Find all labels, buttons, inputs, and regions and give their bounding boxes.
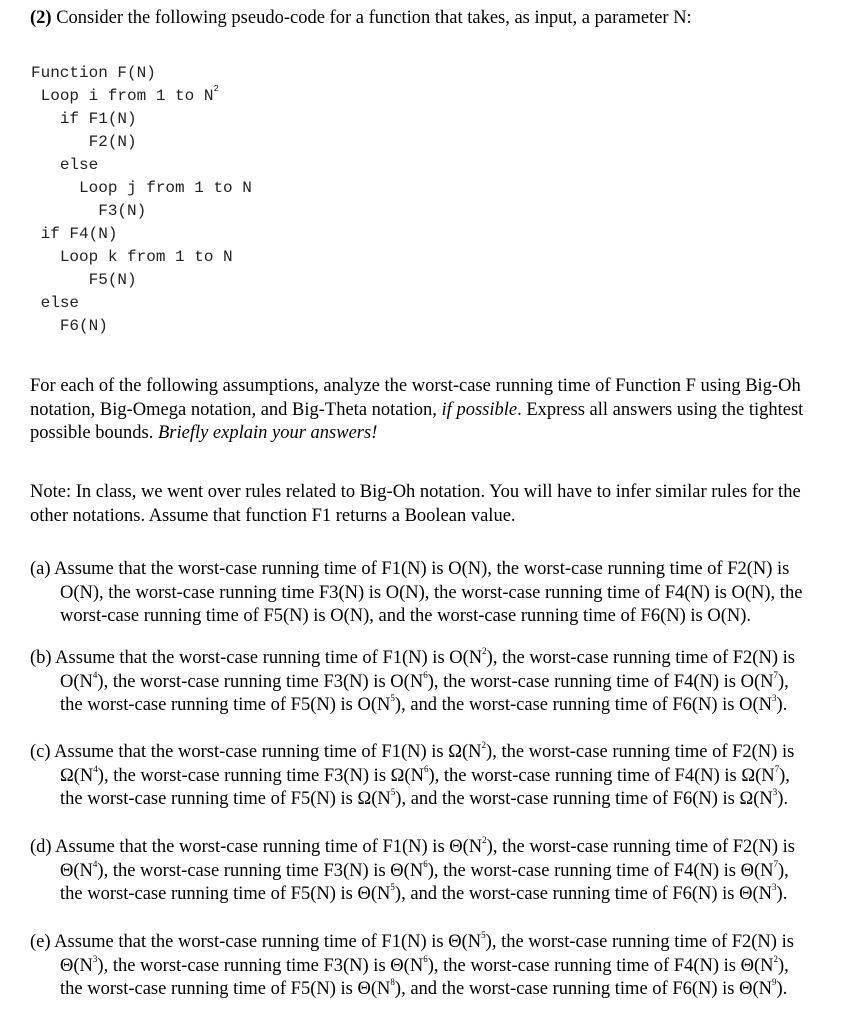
text-line [30,694,852,718]
text-run: Assume that the worst-case running time of F1(N) is [51,837,450,857]
text-run: (N [371,789,391,809]
text-run: (N [73,955,93,976]
code-line [31,154,252,177]
text-run: O [739,695,753,715]
text-run: Ω [448,742,462,762]
text-run: notation, Big-Omega notation, and Big-Theta notation, [30,399,442,420]
text-run: ) [778,955,785,976]
text-run: Loop j from 1 to N [79,179,252,197]
question-part-e [30,931,852,1002]
text-run: , [784,860,789,881]
text-run: Ω [741,765,756,786]
text-run: Assume that the worst-case running time of F1(N) is [51,648,450,668]
text-line [30,955,852,979]
text-run [31,156,60,174]
part-label: (d) [30,837,52,857]
text-line [30,375,852,399]
text-run: ) [486,648,493,668]
text-run [31,271,89,289]
text-run: Loop k from 1 to N [59,248,233,266]
text-run [31,294,41,312]
text-run: Θ [740,955,754,976]
text-run: ) [427,955,434,976]
text-run: (N [462,648,483,668]
text-line [30,860,852,884]
exponent: 8 [390,977,395,987]
text-run: For each of the following assumptions, analyze the worst-case running time of Function F using Big-Oh [30,376,801,396]
text-run: ) [97,955,104,976]
text-run: (N [753,789,773,809]
text-run [31,248,60,266]
code-line [31,246,252,269]
text-run: ) [776,884,783,904]
text-run: Loop i from 1 to N [40,87,214,105]
text-run: ) [777,789,784,809]
text-run: , the worst-case running time of F2(N) is [492,648,795,668]
exponent: 2 [773,953,778,964]
text-run: Θ [60,860,74,881]
text-run: ) [395,789,402,809]
text-run: . [782,884,788,904]
text-run: the worst-case running time of F5(N) is [60,695,358,715]
question-part-c [30,741,852,812]
text-run: . [783,789,789,809]
text-run: Θ [390,860,404,881]
exponent: 6 [423,953,428,964]
text-run: (N [753,671,774,692]
text-run: (N [73,765,94,786]
text-run: O [60,671,74,692]
text-run: else [59,156,99,174]
text-run: . Express all answers using the tightest [517,399,804,420]
text-run: . [782,979,788,999]
exponent: 6 [423,669,428,680]
exponent: 3 [772,882,777,892]
text-run: the worst-case running time of F5(N) is [60,789,358,809]
text-run: ) [97,765,104,786]
exponent: 5 [390,693,395,703]
exponent: 4 [92,858,98,869]
text-run: (N [752,884,773,904]
text-run: if F1(N) [59,110,137,128]
text-run: (N [403,955,424,976]
text-run: ) [427,860,434,881]
text-run: ) [97,860,104,881]
text-run: Θ [390,955,404,976]
text-run: . [782,695,788,715]
text-run: , [784,671,789,692]
text-run: , [785,765,790,786]
text-run: , the worst-case running time of F2(N) is [492,742,795,762]
text-run: worst-case running time of F5(N) is O(N), and the worst-case running time of F6(N) is O(N). [60,606,752,626]
text-run: Assume that the worst-case running time of F1(N) is [50,932,449,952]
text-run: O [449,648,463,668]
text-run [31,202,98,220]
exponent: 6 [423,763,429,774]
text-run: (N [753,860,774,881]
text-run: ) [428,765,435,786]
text-line [30,558,852,582]
question-part-b [30,647,852,718]
exponent: 9 [772,977,777,987]
text-run: Ω [357,789,372,809]
text-run: F2(N) [88,133,137,151]
text-run [31,225,41,243]
text-run: Note: In class, we went over rules related to Big-Oh notation. You will have to infer similar rules for the [30,482,801,502]
instructions-paragraph [30,375,852,446]
text-run: Assume that the worst-case running time of F1(N) is [50,742,449,762]
exponent: 6 [423,858,428,869]
text-run: O [740,671,754,692]
exponent: 7 [773,669,778,680]
text-run: F6(N) [59,317,108,335]
code-line [31,177,252,200]
text-run: Θ [449,837,463,857]
exponent: 7 [773,858,778,869]
text-run: Ω [739,789,754,809]
part-label: (c) [30,742,51,762]
question-heading [30,6,850,30]
text-run: (N [462,837,483,857]
pseudo-code-block [31,62,252,338]
text-run: (N [403,671,424,692]
text-run: ) [427,671,434,692]
emphasis: Briefly explain your answers! [157,423,378,443]
text-run: , the worst-case running time of F4(N) is [433,860,741,881]
text-line [30,765,852,789]
text-line [30,788,852,812]
text-line [30,978,852,1002]
text-run: (N [753,955,774,976]
text-line [30,422,852,446]
text-line [30,741,852,765]
exponent: 5 [390,882,395,892]
text-run: F3(N) [98,202,147,220]
text-run: (N [370,979,391,999]
text-run: ) [778,860,785,881]
text-run: , the worst-case running time of F4(N) is [433,955,741,976]
text-run [31,110,60,128]
text-run: O [390,671,404,692]
text-run: (N [370,695,391,715]
text-run: ) [97,671,104,692]
question-part-a [30,558,852,629]
text-run: (N [73,860,93,881]
text-line [30,883,852,907]
text-run: Θ [357,979,371,999]
text-run: (N [404,765,424,786]
exponent: 2 [481,740,487,750]
text-run: , the worst-case running time F3(N) is [103,671,391,692]
note-paragraph [30,481,852,528]
text-run: (N [755,765,775,786]
text-run: (N [73,671,93,692]
text-line [30,481,852,505]
exponent: 2 [213,84,219,94]
text-run: , [784,955,789,976]
text-run: Ω [390,765,405,786]
exponent: 3 [92,953,98,964]
question-part-d [30,836,852,907]
text-line [30,605,852,629]
text-run [31,179,79,197]
text-run: , the worst-case running time F3(N) is [103,765,391,786]
code-line [31,292,252,315]
text-run: the worst-case running time of F5(N) is [60,979,358,999]
text-run: , the worst-case running time F3(N) is [103,955,391,976]
text-line [30,399,852,423]
code-line [31,200,252,223]
text-run: ) [394,884,402,904]
text-run: ) [485,932,492,952]
text-run: O [357,695,371,715]
text-line [30,647,852,671]
text-run: , and the worst-case running time of F6(N) is [401,884,740,904]
text-run: Θ [739,884,753,904]
text-run: F5(N) [88,271,137,289]
text-run: the worst-case running time of F5(N) is [60,884,358,904]
text-run: Θ [448,932,462,952]
exponent: 2 [482,835,487,845]
text-run: , the worst-case running time of F2(N) is [491,932,794,952]
part-label: (e) [30,932,51,952]
text-run: (N [752,695,773,715]
question-text: Consider the following pseudo-code for a function that takes, as input, a parameter N: [51,8,692,28]
emphasis: if possible [441,399,518,420]
text-run [31,133,89,151]
text-run: (N [461,932,482,952]
part-label: (a) [30,559,51,579]
text-run: , the worst-case running time of F2(N) is [492,837,795,857]
text-run [31,317,60,335]
code-line [31,315,252,338]
code-line [31,131,252,154]
text-run: , and the worst-case running time of F6(N) is [401,695,740,715]
text-run: (N [403,860,424,881]
text-run: if F4(N) [40,225,118,243]
exponent: 4 [92,669,98,680]
exponent: 4 [93,763,98,774]
text-run: Ω [60,765,74,786]
code-line [31,85,252,108]
text-run: else [40,294,80,312]
text-line [30,931,852,955]
text-run: Assume that the worst-case running time of F1(N) is O(N), the worst-case running time of F2(N) is [50,559,790,579]
exponent: 3 [772,787,778,797]
text-run: , the worst-case running time F3(N) is [103,860,391,881]
text-run: Θ [740,860,754,881]
question-number: (2) [30,8,52,28]
code-line [31,269,252,292]
code-line [31,108,252,131]
text-run: ) [778,671,785,692]
text-line [30,582,852,606]
text-run: other notations. Assume that function F1 returns a Boolean value. [30,505,516,526]
code-line [31,62,252,85]
text-run: ) [776,695,783,715]
text-run: ) [394,695,402,715]
text-run [31,87,41,105]
text-run: (N [752,979,773,999]
text-run: ) [394,979,402,999]
text-run: Θ [357,884,371,904]
text-run: ) [776,979,783,999]
exponent: 5 [390,787,396,797]
text-run: O(N), the worst-case running time F3(N) is O(N), the worst-case running time of F4(N) is O(N), the [60,582,803,603]
code-line [31,223,252,246]
exponent: 3 [772,693,777,703]
text-run: (N [461,742,482,762]
exponent: 5 [481,930,486,940]
text-run: ) [486,742,493,762]
text-run: Θ [60,955,74,976]
exponent: 7 [774,763,780,774]
text-run: , and the worst-case running time of F6(N) is [401,979,740,999]
text-run: Θ [739,979,753,999]
text-line [30,505,852,529]
text-run: , the worst-case running time of F4(N) is [434,765,742,786]
text-run: , the worst-case running time of F4(N) is [433,671,741,692]
exponent: 2 [482,646,487,656]
text-run: Function F(N) [31,64,156,82]
text-run: (N [370,884,391,904]
text-run: possible bounds. [30,423,158,443]
text-run: ) [486,837,493,857]
text-run: ) [779,765,786,786]
text-run: , and the worst-case running time of F6(N) is [401,789,740,809]
text-line [30,836,852,860]
part-label: (b) [30,648,52,668]
text-line [30,671,852,695]
